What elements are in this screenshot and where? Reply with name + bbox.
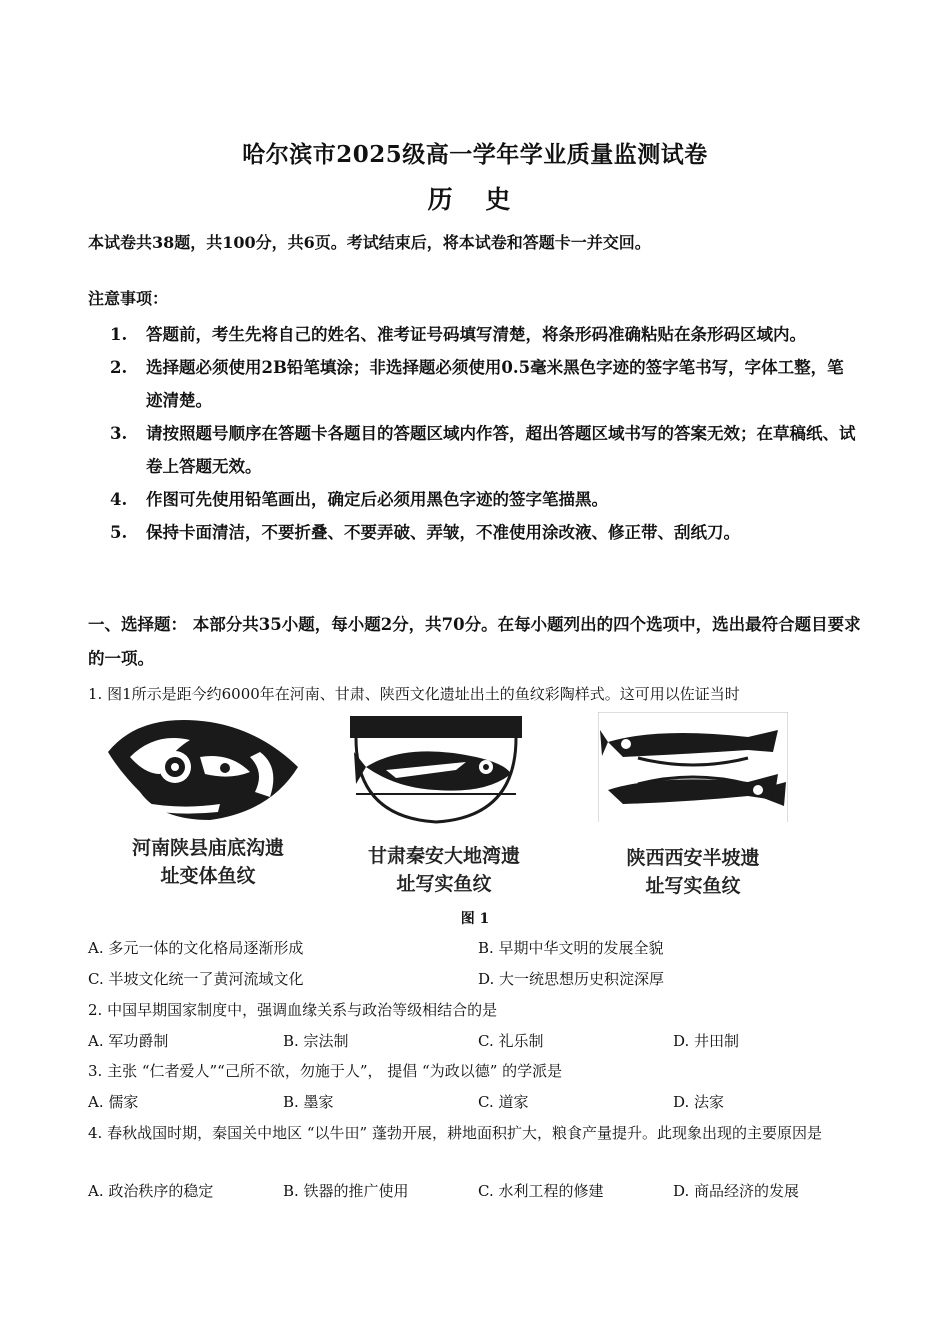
notice-text: 答题前，考生先将自己的姓名、准考证号码填写清楚，将条形码准确粘贴在条形码区域内。 [146, 325, 806, 344]
gansu-fish-pattern-figure [346, 712, 526, 827]
caption-line: 址写实鱼纹 [396, 873, 492, 895]
figure-caption [344, 842, 544, 898]
shaanxi-fish-pattern-figure [598, 712, 788, 822]
notice-item [110, 516, 860, 549]
option-a: A. 政治秩序的稳定 [88, 1182, 214, 1200]
option-b: B. 铁器的推广使用 [283, 1182, 409, 1200]
notice-item [110, 417, 860, 483]
exam-title: 哈尔滨市2025级高一学年学业质量监测试卷 [242, 141, 708, 168]
notice-number: 2. [110, 358, 128, 377]
option-c: C. 礼乐制 [478, 1032, 544, 1050]
henan-fish-pattern-figure [100, 712, 300, 822]
notice-item [110, 483, 860, 516]
notice-text: 选择题必须使用2B铅笔填涂；非选择题必须使用0.5毫米黑色字迹的签字笔书写，字体工整，笔迹清楚。 [146, 358, 844, 410]
option-c: C. 道家 [478, 1093, 529, 1111]
option-d: D. 大一统思想历史积淀深厚 [478, 970, 665, 988]
figure-caption [593, 844, 793, 900]
notice-number: 3. [110, 424, 128, 443]
option-b: B. 早期中华文明的发展全貌 [478, 939, 664, 957]
option-b: B. 宗法制 [283, 1032, 349, 1050]
exam-subject: 历 史 [427, 185, 523, 214]
figure-caption [108, 834, 308, 890]
notice-item [110, 318, 860, 351]
question-4-options [88, 1177, 868, 1205]
exam-intro: 本试卷共38题，共100分，共6页。考试结束后，将本试卷和答题卡一并交回。 [88, 233, 651, 252]
caption-line: 河南陕县庙底沟遗 [131, 837, 284, 859]
section-heading: 一、选择题： 本部分共35小题，每小题2分，共70分。在每小题列出的四个选项中，选出最符合题目要求的一项。 [88, 615, 861, 668]
notice-number: 4. [110, 490, 128, 509]
notice-number: 5. [110, 523, 128, 542]
notice-text: 作图可先使用铅笔画出，确定后必须用黑色字迹的签字笔描黑。 [146, 490, 608, 509]
caption-line: 陕西西安半坡遗 [626, 847, 760, 869]
notice-number: 1. [110, 325, 128, 344]
option-a: A. 军功爵制 [88, 1032, 169, 1050]
caption-line: 甘肃秦安大地湾遗 [367, 845, 520, 867]
option-a: A. 多元一体的文化格局逐渐形成 [88, 939, 304, 957]
notice-text: 请按照题号顺序在答题卡各题目的答题区域内作答，超出答题区域书写的答案无效；在草稿纸、试卷上答题无效。 [146, 424, 856, 476]
option-d: D. 商品经济的发展 [673, 1182, 800, 1200]
option-d: D. 井田制 [673, 1032, 740, 1050]
figure-1-label: 图 1 [460, 911, 490, 927]
caption-line: 址变体鱼纹 [160, 865, 256, 887]
option-b: B. 墨家 [283, 1093, 334, 1111]
option-d: D. 法家 [673, 1093, 725, 1111]
notice-text: 保持卡面清洁，不要折叠、不要弄破、弄皱，不准使用涂改液、修正带、刮纸刀。 [146, 523, 740, 542]
notice-list [110, 318, 860, 549]
notice-item [110, 351, 860, 417]
notice-heading: 注意事项： [88, 289, 169, 308]
question-2-options [88, 1027, 868, 1055]
question-3-stem: 3. 主张 “仁者爱人”“己所不欲，勿施于人”， 提倡 “为政以德” 的学派是 [88, 1062, 563, 1080]
figure-1-group [88, 712, 868, 902]
caption-line: 址写实鱼纹 [645, 875, 741, 897]
question-3-options [88, 1088, 868, 1116]
question-4-stem: 4. 春秋战国时期，秦国关中地区 “以牛田” 蓬勃开展，耕地面积扩大，粮食产量提升。此现象出现的主要原因是 [88, 1124, 822, 1142]
question-2-stem: 2. 中国早期国家制度中，强调血缘关系与政治等级相结合的是 [88, 1001, 498, 1019]
option-c: C. 半坡文化统一了黄河流域文化 [88, 970, 304, 988]
question-1-options-row-1 [88, 934, 868, 962]
question-1-stem: 1. 图1所示是距今约6000年在河南、甘肃、陕西文化遗址出土的鱼纹彩陶样式。这可用以佐证当时 [88, 685, 740, 703]
option-c: C. 水利工程的修建 [478, 1182, 604, 1200]
question-1-options-row-2 [88, 965, 868, 993]
option-a: A. 儒家 [88, 1093, 139, 1111]
